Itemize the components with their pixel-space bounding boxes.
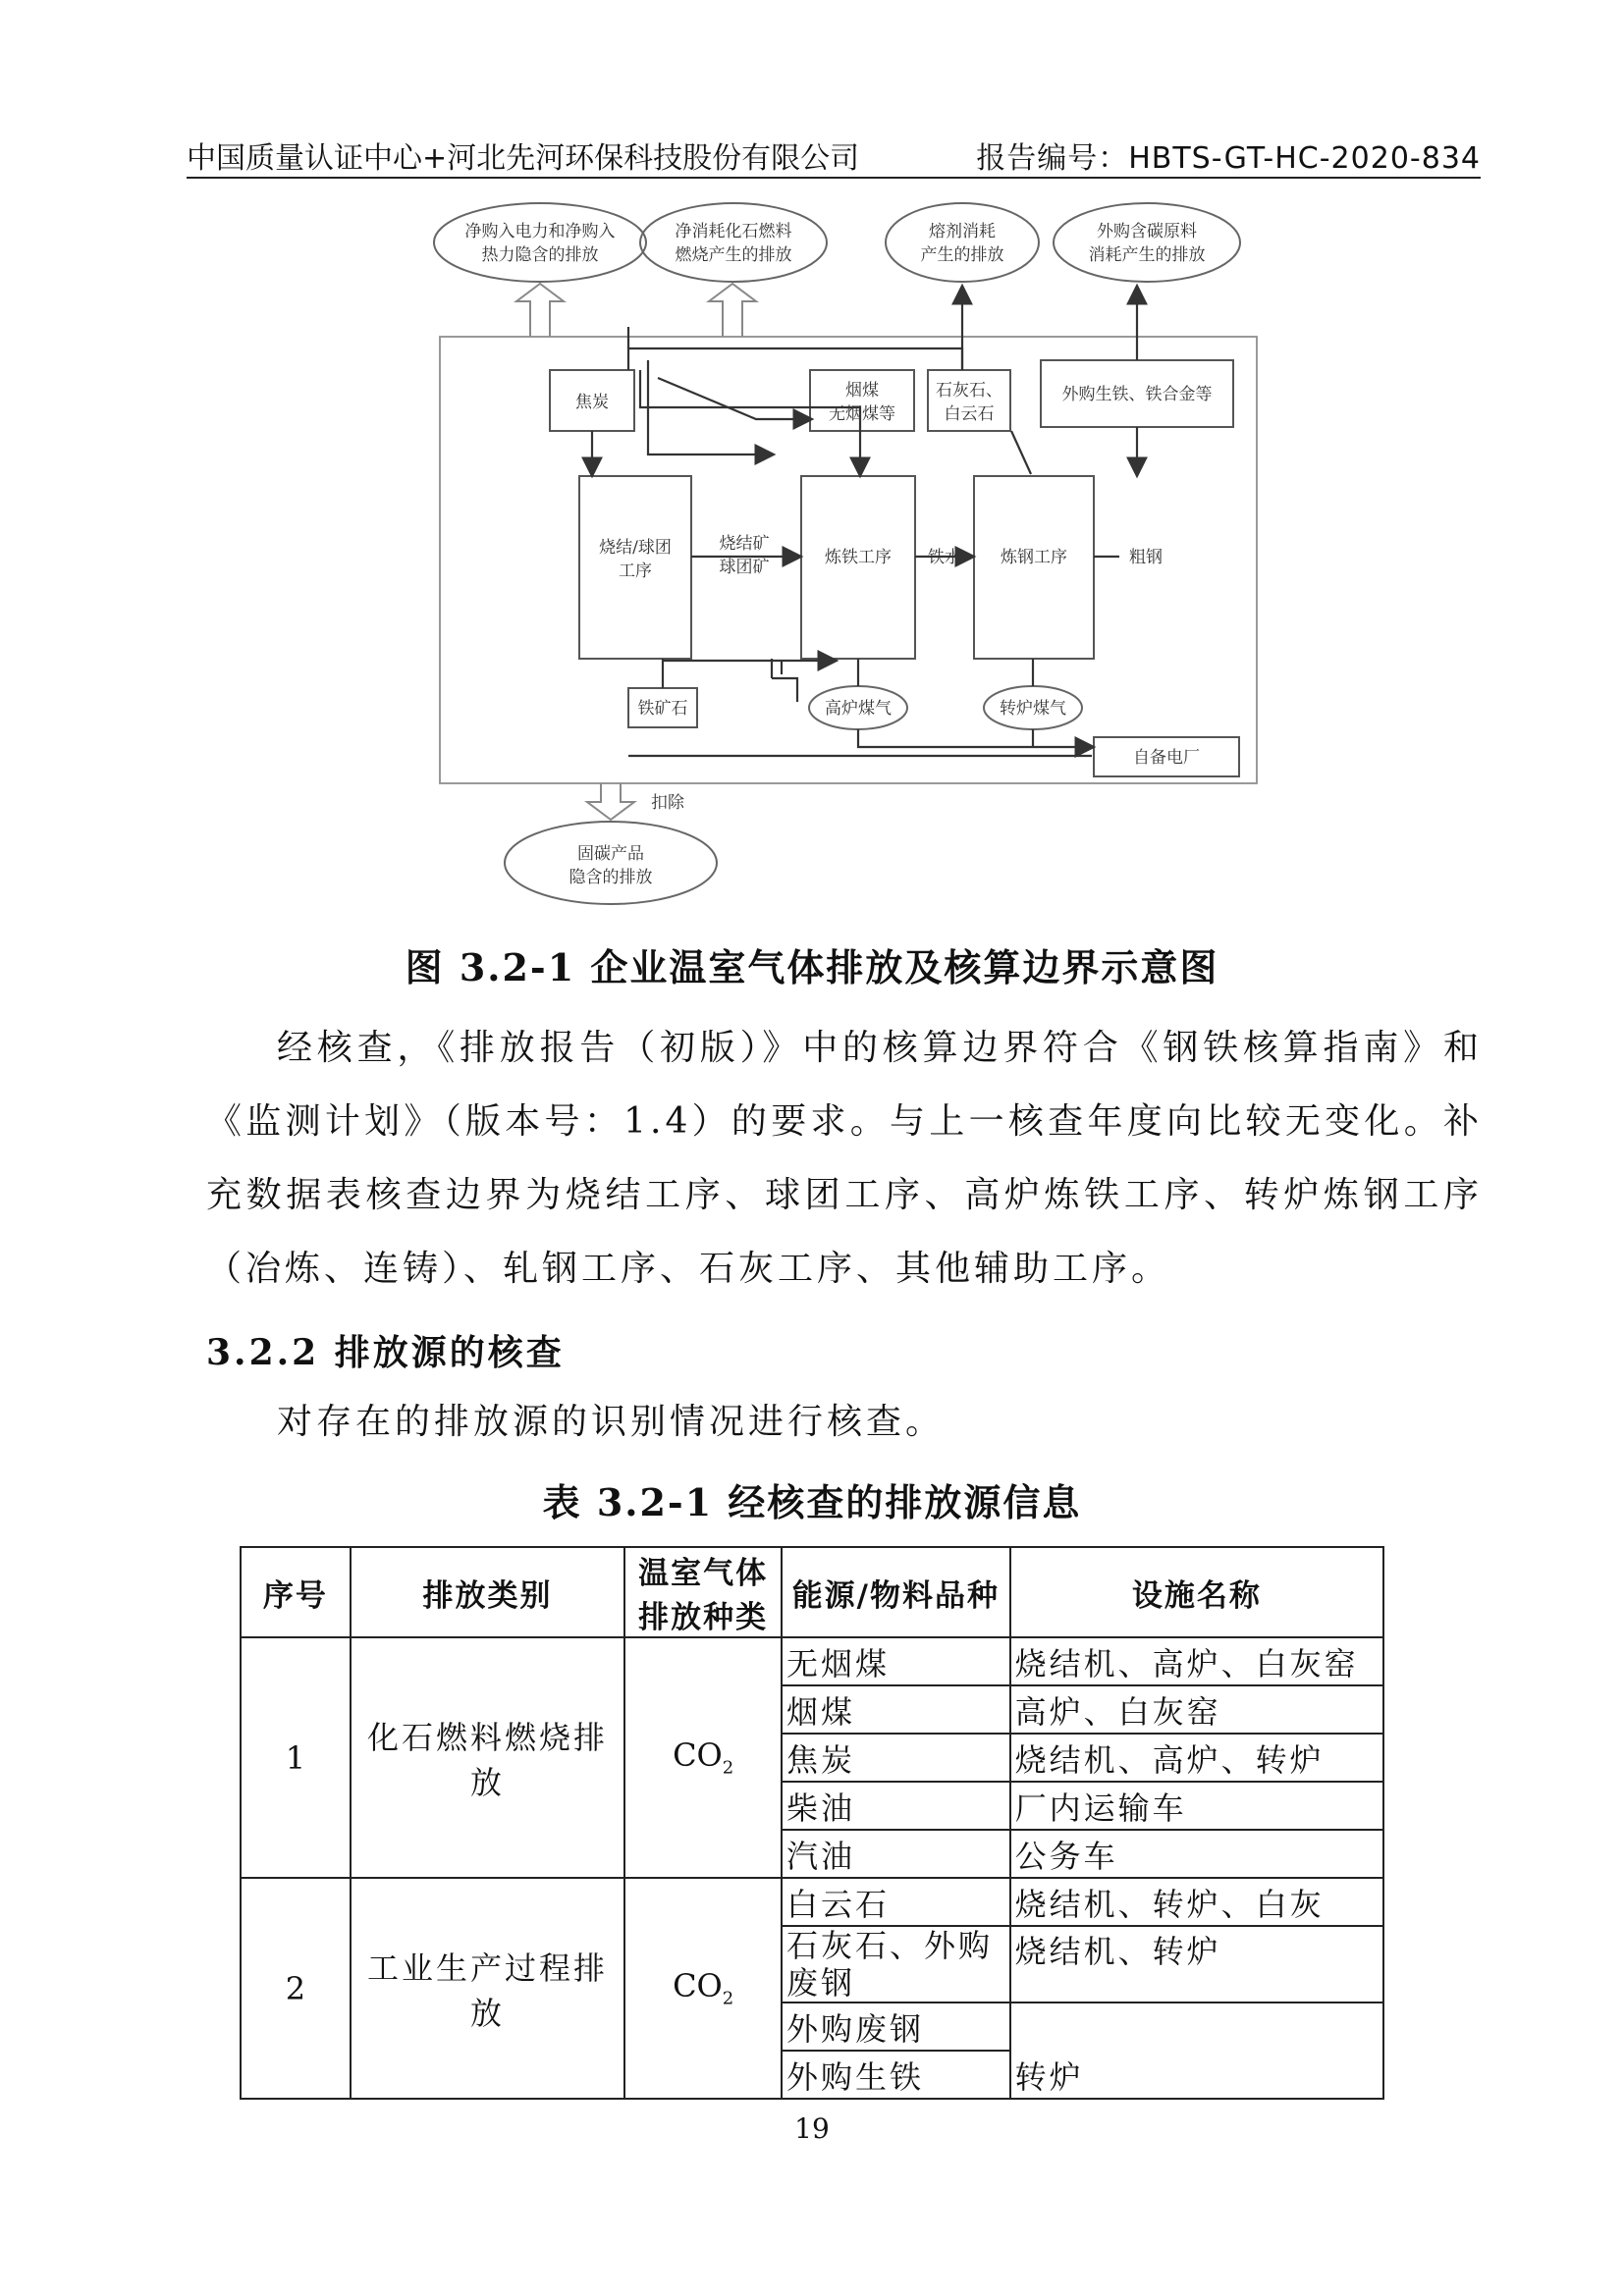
header-category: 排放类别 [351,1547,624,1637]
box-steelmaking [974,476,1094,659]
ellipse-electricity [434,203,646,282]
header-ghg [624,1547,782,1637]
cell-energy: 外购生铁 [782,2051,1010,2099]
hollow-arrow-down [587,783,634,820]
cell-facility: 公务车 [1010,1830,1383,1878]
body-paragraph [206,1011,1483,1306]
cell-facility: 高炉、白灰窑 [1010,1685,1383,1734]
table-caption: 表 3.2-1 经核查的排放源信息 [542,1480,1082,1524]
box-sinter-label1: 烧结/球团 [599,538,672,558]
oval-bfg-label: 高炉煤气 [825,699,892,719]
ellipse-products-line2: 隐含的排放 [568,868,653,887]
label-deduct: 扣除 [651,793,684,813]
cell-energy: 外购废钢 [782,2002,1010,2051]
cell-energy: 柴油 [782,1782,1010,1830]
cell-energy: 白云石 [782,1878,1010,1926]
box-sinter-label2: 工序 [619,561,652,581]
page-header [187,128,1481,179]
section-title: 3.2.2 排放源的核查 [206,1332,565,1373]
header-ghg-line1: 温室气体 [638,1556,769,1591]
ellipse-flux-line1: 熔剂消耗 [929,222,996,241]
box-coal-label1: 烟煤 [845,381,879,400]
cell-facility: 烧结机、转炉、白灰 [1010,1878,1383,1926]
box-iron-label: 炼铁工序 [825,548,892,567]
table-row [241,1878,1383,1926]
box-lime-label2: 白云石 [944,404,995,424]
cell-facility: 转炉 [1010,2002,1383,2099]
group1-no: 1 [241,1637,351,1878]
cell-facility: 烧结机、高炉、白灰窑 [1010,1637,1383,1685]
cell-facility: 烧结机、高炉、转炉 [1010,1734,1383,1782]
gas-subscript: 2 [722,1988,734,2009]
ellipse-fossil-line1: 净消耗化石燃料 [675,222,792,241]
box-lime-label1: 石灰石、 [936,381,1002,400]
paragraph-text: 经核查，《排放报告（初版）》中的核算边界符合《钢铁核算指南》和《监测计划》（版本号：1.4）的要求。与上一核查年度向比较无变化。补充数据表核查边界为烧结工序、球团工序、高炉炼铁工序、转炉炼钢工序（冶炼、连铸）、轧钢工序、石灰工序、其他辅助工序。 [206,1028,1483,1289]
header-organization: 中国质量认证中心+河北先河环保科技股份有限公司 [187,141,860,176]
header-no: 序号 [241,1547,351,1637]
table-row [241,1637,1383,1685]
box-ironmaking [801,476,915,659]
header-report-number: 报告编号：HBTS-GT-HC-2020-834 [976,141,1481,176]
box-steel-label: 炼钢工序 [1001,548,1067,567]
gas-formula: CO [673,1736,723,1775]
emission-boundary-diagram [432,191,1276,918]
label-pellet-ore: 球团矿 [719,558,770,577]
box-power-label: 自备电厂 [1133,748,1200,768]
group2-gas [624,1878,782,2099]
ellipse-fossil [640,203,827,282]
cell-facility: 厂内运输车 [1010,1782,1383,1830]
group2-category: 工业生产过程排放 [351,1878,624,2099]
cell-energy: 石灰石、外购废钢 [782,1926,1010,2002]
box-pig-label: 外购生铁、铁合金等 [1061,385,1213,404]
ellipse-fossil-line2: 燃烧产生的排放 [675,245,792,265]
emission-source-table [240,1546,1384,2100]
label-sinter-ore: 烧结矿 [719,534,770,554]
ellipse-flux-line2: 产生的排放 [920,245,1004,265]
ellipse-electricity-line2: 热力隐含的排放 [481,245,599,265]
gas-subscript: 2 [722,1757,734,1779]
cell-facility: 烧结机、转炉 [1010,1926,1383,2002]
group2-no: 2 [241,1878,351,2099]
label-crude-steel: 粗钢 [1129,548,1163,567]
table-header-row [241,1547,1383,1637]
ellipse-carbon-material [1054,203,1240,282]
hollow-arrow-up-1 [516,284,564,337]
header-facility: 设施名称 [1010,1547,1383,1637]
page-number: 19 [794,2112,830,2145]
body-paragraph-2: 对存在的排放源的识别情况进行核查。 [277,1402,946,1442]
cell-energy: 焦炭 [782,1734,1010,1782]
header-ghg-line2: 排放种类 [638,1600,769,1635]
box-ore-label: 铁矿石 [637,699,688,719]
cell-energy: 汽油 [782,1830,1010,1878]
ellipse-carbon-line1: 外购含碳原料 [1097,222,1197,241]
ellipse-products-line1: 固碳产品 [577,844,644,864]
cell-energy: 烟煤 [782,1685,1010,1734]
ellipse-electricity-line1: 净购入电力和净购入 [464,222,616,241]
ellipse-flux [886,203,1039,282]
cell-energy: 无烟煤 [782,1637,1010,1685]
oval-bofg-label: 转炉煤气 [1000,699,1066,719]
gas-formula: CO [673,1967,723,2005]
figure-caption: 图 3.2-1 企业温室气体排放及核算边界示意图 [405,945,1219,989]
box-coke-label: 焦炭 [575,393,609,412]
box-coal-label2: 无烟煤等 [829,404,895,424]
header-energy: 能源/物料品种 [782,1547,1010,1637]
ellipse-carbon-line2: 消耗产生的排放 [1088,245,1206,265]
group1-gas [624,1637,782,1878]
group1-category: 化石燃料燃烧排放 [351,1637,624,1878]
hollow-arrow-up-2 [709,284,756,337]
label-hot-metal: 铁水 [928,548,961,567]
